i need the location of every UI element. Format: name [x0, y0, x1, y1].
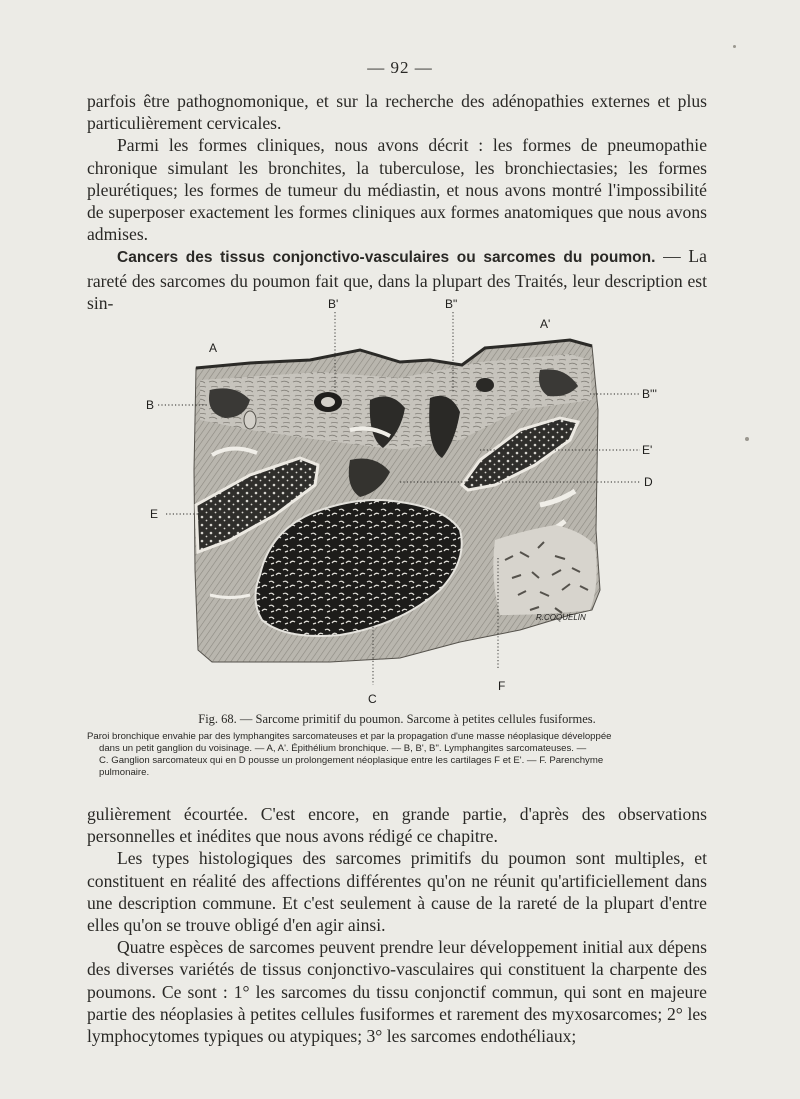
- figure-68-illustration: [100, 290, 700, 710]
- paragraph-four-species: Quatre espèces de sarcomes peuvent prendre leur développement initial aux dépens des diverses variétés de tissus conjonctivo-vasculaires qui constituent la charpente des poumons. Ce sont : 1° les sarcomes du tissu conjonctif commun, qui sont en majeure partie des néoplasies à petites cellules fusiformes et rarement des myxosarcomes; 2° les lymphocytomes typiques ou atypiques; 3° les sarcomes endothéliaux;: [87, 937, 707, 1047]
- label-B: B: [146, 398, 155, 412]
- caption-line: Paroi bronchique envahie par des lymphangites sarcomateuses et par la propagation d'une masse néoplasique développée: [87, 731, 612, 742]
- paragraph-clinical-forms: Parmi les formes cliniques, nous avons décrit : les formes de pneumopathie chronique simulant les bronchites, la tuberculose, les bronchiectasies; les formes pleurétiques; les formes de tumeur du médiastin, et nous avons montré l'impossibilité de superposer exactement les formes cliniques aux formes anatomiques que nous avons admises.: [87, 135, 707, 245]
- caption-line: pulmonaire.: [99, 767, 150, 778]
- section-text: — La rareté des sarcomes du poumon fait que, dans la plupart des Traités, leur description est sin-: [87, 246, 707, 313]
- caption-line: dans un petit ganglion du voisinage. — A, A'. Épithélium bronchique. — B, B', B". Lymphangites sarcomateuses. —: [99, 743, 587, 754]
- paper-speck: [745, 437, 749, 441]
- label-A-prime: A': [540, 317, 551, 331]
- figure-caption-legend: [87, 731, 707, 779]
- label-F: F: [498, 679, 506, 693]
- label-E-prime: E': [642, 443, 653, 457]
- top-text-block: [87, 90, 707, 314]
- artist-signature: R.COQUELIN: [536, 613, 586, 622]
- pulmonary-parenchyma: [493, 525, 596, 615]
- label-B-third: B''': [642, 387, 657, 401]
- label-B-second: B": [445, 297, 458, 311]
- bottom-text-block: [87, 803, 707, 1047]
- paper-speck: [733, 45, 736, 48]
- figure-caption-title: Fig. 68. — Sarcome primitif du poumon. Sarcome à petites cellules fusiformes.: [198, 712, 596, 726]
- label-E: E: [150, 507, 159, 521]
- label-A: A: [209, 341, 218, 355]
- caption-line: C. Ganglion sarcomateux qui en D pousse un prolongement néoplasique entre les cartilages F et E'. — F. Parenchyme: [99, 755, 604, 766]
- histology-drawing: [100, 290, 700, 710]
- paragraph-histological-types: Les types histologiques des sarcomes primitifs du poumon sont multiples, et constituent en réalité des affections différentes qu'on ne réunit qu'artificiellement dans une description commune. Et c'est seulement à cause de la rareté de la plupart d'entre elles qu'on se trouve obligé d'en agir ainsi.: [87, 848, 707, 936]
- section-heading: Cancers des tissus conjonctivo-vasculaires ou sarcomes du poumon.: [117, 249, 656, 267]
- paragraph-continuation: gulièrement écourtée. C'est encore, en grande partie, d'après des observations personnelles et inédites que nous avons rédigé ce chapitre.: [87, 804, 707, 847]
- paragraph-continued: parfois être pathognomonique, et sur la recherche des adénopathies externes et plus particulièrement cervicales.: [87, 91, 707, 134]
- label-B-prime: B': [328, 297, 339, 311]
- label-C: C: [368, 692, 377, 706]
- page-number: — 92 —: [367, 58, 433, 77]
- label-D: D: [644, 475, 653, 489]
